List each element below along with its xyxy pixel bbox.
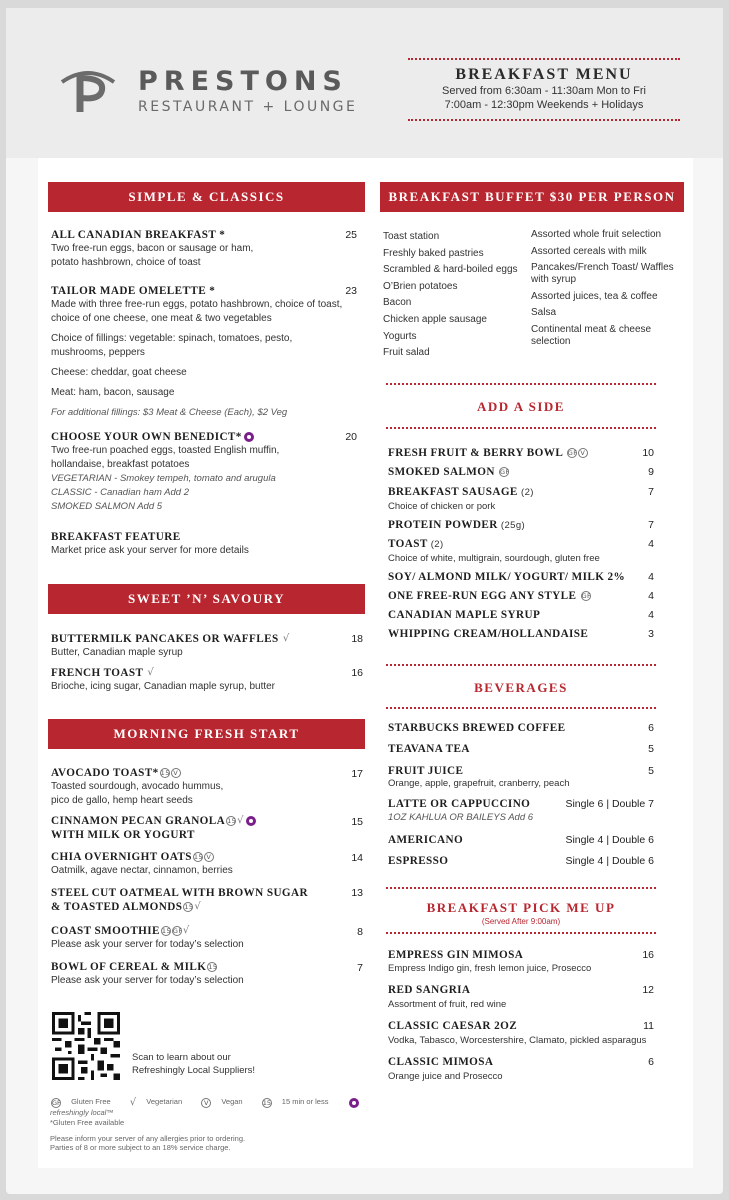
item-option: CLASSIC - Canadian ham Add 2 — [51, 487, 190, 498]
drink-item — [388, 1056, 654, 1084]
buffet-item: Salsa — [531, 307, 557, 319]
buffet-item: Scrambled & hard-boiled eggs — [383, 264, 518, 276]
item-name: TAILOR MADE OMELETTE * — [51, 285, 216, 297]
gluten-free-icon: GF — [581, 592, 592, 601]
menu-item — [51, 632, 361, 660]
item-fillings: Choice of fillings: vegetable: spinach, tomatoes, pesto, — [51, 333, 293, 344]
gluten-free-icon: GF — [567, 449, 578, 458]
legend-gluten-free: Gluten Free — [71, 1097, 111, 1107]
vegan-icon: V — [204, 852, 214, 862]
item-name: CHIA OVERNIGHT OATS — [51, 851, 192, 863]
menu-item — [51, 814, 361, 842]
qr-code[interactable] — [52, 1012, 120, 1080]
item-price: 7 — [648, 519, 654, 531]
item-desc: hollandaise, breakfast potatoes — [51, 459, 190, 470]
item-desc: 1OZ KAHLUA OR BAILEYS Add 6 — [388, 812, 534, 823]
hours-weekends: 7:00am - 12:30pm Weekends + Holidays — [444, 99, 644, 111]
refreshingly-local-icon — [246, 816, 256, 826]
item-price: 23 — [345, 285, 357, 297]
item-name: STARBUCKS BREWED COFFEE — [388, 722, 566, 734]
item-name: AMERICANO — [388, 834, 464, 846]
buffet-item: Chicken apple sausage — [383, 313, 487, 325]
item-name: BUTTERMILK PANCAKES OR WAFFLES — [51, 633, 279, 645]
divider — [408, 58, 680, 60]
fifteen-min-icon: 15 — [227, 817, 237, 826]
fifteen-min-icon: 15 — [208, 963, 218, 972]
section-banner-simple: SIMPLE & CLASSICS — [48, 182, 365, 212]
item-price: 12 — [642, 984, 654, 996]
item-price: 17 — [351, 768, 363, 780]
item-price: 16 — [351, 667, 363, 679]
legend-15-min: 15 min or less — [281, 1097, 329, 1107]
vegan-icon: V — [171, 768, 181, 778]
drink-item — [388, 1020, 654, 1048]
item-price: 8 — [357, 926, 363, 938]
section-banner-buffet: BREAKFAST BUFFET $30 PER PERSON — [380, 182, 684, 212]
hours-weekdays: Served from 6:30am - 11:30am Mon to Fri — [442, 85, 646, 97]
item-desc: Market price ask your server for more details — [51, 545, 249, 556]
brand-subtitle: RESTAURANT + LOUNGE — [138, 99, 358, 115]
beverage-item — [388, 743, 654, 757]
menu-item — [51, 766, 361, 808]
item-name: AVOCADO TOAST* — [51, 767, 159, 779]
item-desc: Made with three free-run eggs, potato hashbrown, choice of toast, — [51, 299, 343, 310]
item-desc: Two free-run poached eggs, toasted English muffin, — [51, 445, 280, 456]
item-desc: Toasted sourdough, avocado hummus, — [51, 781, 224, 792]
vegetarian-icon: √ — [237, 815, 244, 827]
item-price: 4 — [648, 571, 654, 583]
fifteen-min-icon: 15 — [184, 903, 194, 912]
drink-item — [388, 949, 654, 977]
item-price: 4 — [648, 590, 654, 602]
item-price: 15 — [351, 816, 363, 828]
item-price: 7 — [648, 486, 654, 498]
gluten-free-icon: GF — [52, 1098, 61, 1107]
side-item — [388, 447, 654, 461]
buffet-item: Freshly baked pastries — [383, 247, 484, 259]
item-name: CINNAMON PECAN GRANOLA — [51, 815, 226, 827]
divider — [386, 383, 656, 385]
divider — [408, 119, 680, 121]
menu-item — [51, 850, 361, 878]
buffet-item: Assorted juices, tea & coffee — [531, 290, 658, 302]
vegan-icon: V — [201, 1098, 211, 1108]
item-price: 3 — [648, 628, 654, 640]
legend-vegan: Vegan — [221, 1097, 243, 1107]
menu-item — [51, 430, 361, 514]
item-name: BREAKFAST SAUSAGE — [388, 486, 518, 498]
fifteen-min-icon: 15 — [161, 927, 171, 936]
fifteen-min-icon: 15 — [262, 1098, 271, 1107]
side-item — [388, 486, 654, 514]
section-title-pickme: BREAKFAST PICK ME UP — [426, 900, 616, 915]
side-item — [388, 538, 654, 566]
menu-title: BREAKFAST MENU — [455, 66, 633, 83]
item-name: TEAVANA TEA — [388, 743, 470, 755]
item-name: CHOOSE YOUR OWN BENEDICT* — [51, 431, 242, 443]
item-desc: Empress Indigo gin, fresh lemon juice, Prosecco — [388, 963, 592, 974]
item-price: 9 — [648, 466, 654, 478]
item-name: TOAST — [388, 538, 428, 550]
item-option: VEGETARIAN - Smokey tempeh, tomato and arugula — [51, 473, 276, 484]
service-charge-note: Parties of 8 or more subject to an 18% service charge. — [50, 1143, 231, 1152]
buffet-list-left — [383, 229, 531, 362]
divider — [386, 664, 656, 666]
vegetarian-icon: √ — [282, 633, 290, 645]
item-fillings: Meat: ham, bacon, sausage — [51, 387, 175, 398]
item-name: LATTE OR CAPPUCCINO — [388, 798, 531, 810]
item-name: EMPRESS GIN MIMOSA — [388, 949, 524, 961]
item-desc: Oatmilk, agave nectar, cinnamon, berries — [51, 865, 233, 876]
section-banner-sweet: SWEET ’N’ SAVOURY — [48, 584, 365, 614]
item-name: SOY/ ALMOND MILK/ YOGURT/ MILK 2% — [388, 571, 626, 583]
item-name: ALL CANADIAN BREAKFAST * — [51, 229, 226, 241]
vegetarian-icon: √ — [147, 667, 155, 679]
item-desc: Choice of white, multigrain, sourdough, gluten free — [388, 553, 600, 564]
item-name: STEEL CUT OATMEAL WITH BROWN SUGAR — [51, 887, 308, 899]
buffet-item: Continental meat & cheese — [531, 323, 652, 335]
item-qty: (2) — [430, 539, 444, 550]
refreshingly-local-icon — [244, 432, 254, 442]
legend-local: refreshingly local™ — [50, 1108, 114, 1117]
divider — [386, 932, 656, 934]
item-price: 6 — [648, 722, 654, 734]
buffet-item: O’Brien potatoes — [383, 280, 458, 292]
item-name: FRUIT JUICE — [388, 765, 464, 777]
item-price: 7 — [357, 962, 363, 974]
item-name: PROTEIN POWDER — [388, 519, 498, 531]
gluten-free-icon: GF — [500, 468, 510, 477]
item-name: FRESH FRUIT & BERRY BOWL — [388, 447, 563, 459]
buffet-item: Fruit salad — [383, 347, 430, 359]
section-banner-morning: MORNING FRESH START — [48, 719, 365, 749]
side-item — [388, 519, 654, 533]
item-fillings: Cheese: cheddar, goat cheese — [51, 367, 187, 378]
drink-item — [388, 984, 654, 1012]
item-desc: Assortment of fruit, red wine — [388, 999, 507, 1010]
beverage-item — [388, 855, 654, 869]
item-price: Single 4 | Double 6 — [565, 834, 654, 846]
menu-item — [51, 924, 361, 952]
vegan-icon: V — [578, 448, 588, 458]
item-desc: Butter, Canadian maple syrup — [51, 647, 183, 659]
divider — [386, 887, 656, 889]
item-name: WHIPPING CREAM/HOLLANDAISE — [388, 628, 589, 640]
item-fillings-extra: For additional fillings: $3 Meat & Cheese (Each), $2 Veg — [51, 407, 288, 418]
item-name: BREAKFAST FEATURE — [51, 531, 181, 543]
beverage-item — [388, 765, 654, 793]
prestons-logo-icon — [58, 62, 118, 114]
menu-item — [51, 284, 361, 420]
section-title-beverages: BEVERAGES — [474, 680, 568, 695]
side-item — [388, 590, 654, 604]
vegetarian-icon: √ — [129, 1097, 137, 1108]
brand-name: PRESTONS — [138, 66, 348, 97]
vegetarian-icon: √ — [194, 901, 202, 913]
item-price: 6 — [648, 1056, 654, 1068]
divider — [386, 427, 656, 429]
item-price: 20 — [345, 431, 357, 443]
refreshingly-local-icon — [349, 1098, 359, 1108]
buffet-item: Bacon — [383, 297, 412, 309]
scan-line-1: Scan to learn about our — [132, 1052, 231, 1063]
gluten-free-note: *Gluten Free available — [50, 1118, 125, 1127]
menu-item — [51, 530, 361, 558]
item-price: 10 — [642, 447, 654, 459]
item-name: FRENCH TOAST — [51, 667, 144, 679]
fifteen-min-icon: 15 — [160, 769, 170, 778]
item-desc: Vodka, Tabasco, Worcestershire, Clamato, pickled asparagus — [388, 1035, 647, 1046]
item-desc: choice of one cheese, one meat & two vegetables — [51, 313, 272, 324]
gluten-free-icon: GF — [172, 927, 183, 936]
menu-item — [51, 886, 361, 914]
item-price: 18 — [351, 633, 363, 645]
buffet-item: Toast station — [383, 231, 440, 242]
legend-vegetarian: Vegetarian — [146, 1097, 183, 1107]
item-desc: Two free-run eggs, bacon or sausage or ham, — [51, 243, 254, 254]
side-item — [388, 628, 654, 642]
item-price: 4 — [648, 609, 654, 621]
menu-item — [51, 666, 361, 694]
item-price: 5 — [648, 743, 654, 755]
beverage-item — [388, 722, 654, 736]
item-price: Single 6 | Double 7 — [565, 798, 654, 810]
item-desc: Orange juice and Prosecco — [388, 1071, 503, 1082]
beverage-item — [388, 798, 654, 826]
item-price: 11 — [643, 1020, 654, 1032]
item-price: 13 — [351, 887, 363, 899]
breakfast-menu-header — [408, 58, 680, 127]
item-name: ESPRESSO — [388, 855, 449, 867]
section-subtitle-pickme: (Served After 9:00am) — [481, 917, 561, 926]
item-fillings: mushrooms, peppers — [51, 347, 145, 358]
item-price: 14 — [351, 852, 363, 864]
item-price: 25 — [345, 229, 357, 241]
icon-legend — [50, 1097, 370, 1117]
fifteen-min-icon: 15 — [193, 853, 203, 862]
allergy-note: Please inform your server of any allergies prior to ordering. — [50, 1134, 246, 1143]
item-qty: (25g) — [500, 520, 526, 531]
item-price: Single 4 | Double 6 — [565, 855, 654, 867]
item-desc: Brioche, icing sugar, Canadian maple syrup, butter — [51, 681, 276, 693]
item-name: CLASSIC MIMOSA — [388, 1056, 494, 1068]
buffet-item-cont: with syrup — [531, 274, 577, 286]
divider — [386, 707, 656, 709]
item-desc: potato hashbrown, choice of toast — [51, 257, 201, 268]
item-name: RED SANGRIA — [388, 984, 471, 996]
brand — [138, 66, 357, 115]
scan-text — [132, 1051, 292, 1077]
item-name: ONE FREE-RUN EGG ANY STYLE — [388, 590, 577, 602]
item-desc: Orange, apple, grapefruit, cranberry, peach — [388, 778, 570, 789]
item-option: SMOKED SALMON Add 5 — [51, 501, 163, 512]
menu-item — [51, 960, 361, 988]
item-name-line2: & TOASTED ALMONDS — [51, 901, 183, 913]
item-price: 5 — [648, 765, 654, 777]
item-name-line2: WITH MILK OR YOGURT — [51, 829, 195, 842]
item-name: COAST SMOOTHIE — [51, 925, 160, 937]
item-name: BOWL OF CEREAL & MILK — [51, 961, 207, 973]
buffet-item: Assorted whole fruit selection — [531, 229, 662, 240]
beverage-item — [388, 834, 654, 848]
buffet-item: Yogurts — [383, 330, 417, 342]
item-price: 16 — [642, 949, 654, 961]
item-name: SMOKED SALMON — [388, 466, 495, 478]
item-name: CANADIAN MAPLE SYRUP — [388, 609, 541, 621]
item-qty: (2) — [521, 487, 534, 498]
side-item — [388, 609, 654, 623]
item-desc: Please ask your server for today’s selection — [51, 939, 244, 951]
buffet-item: Pancakes/French Toast/ Waffles — [531, 262, 674, 274]
item-desc: Please ask your server for today’s selection — [51, 975, 244, 986]
item-desc: pico de gallo, hemp heart seeds — [51, 795, 193, 806]
buffet-list-right — [531, 229, 681, 348]
item-desc: Choice of chicken or pork — [388, 501, 496, 512]
scan-line-2: Refreshingly Local Suppliers! — [132, 1065, 256, 1076]
item-price: 4 — [648, 538, 654, 550]
buffet-item-cont: selection — [531, 335, 571, 347]
side-item — [388, 466, 654, 480]
item-name: CLASSIC CAESAR 2OZ — [388, 1020, 518, 1032]
vegetarian-icon: √ — [182, 925, 190, 937]
section-title-side: ADD A SIDE — [477, 399, 565, 414]
menu-item — [51, 228, 361, 270]
side-item — [388, 571, 654, 585]
buffet-item: Assorted cereals with milk — [531, 245, 647, 257]
